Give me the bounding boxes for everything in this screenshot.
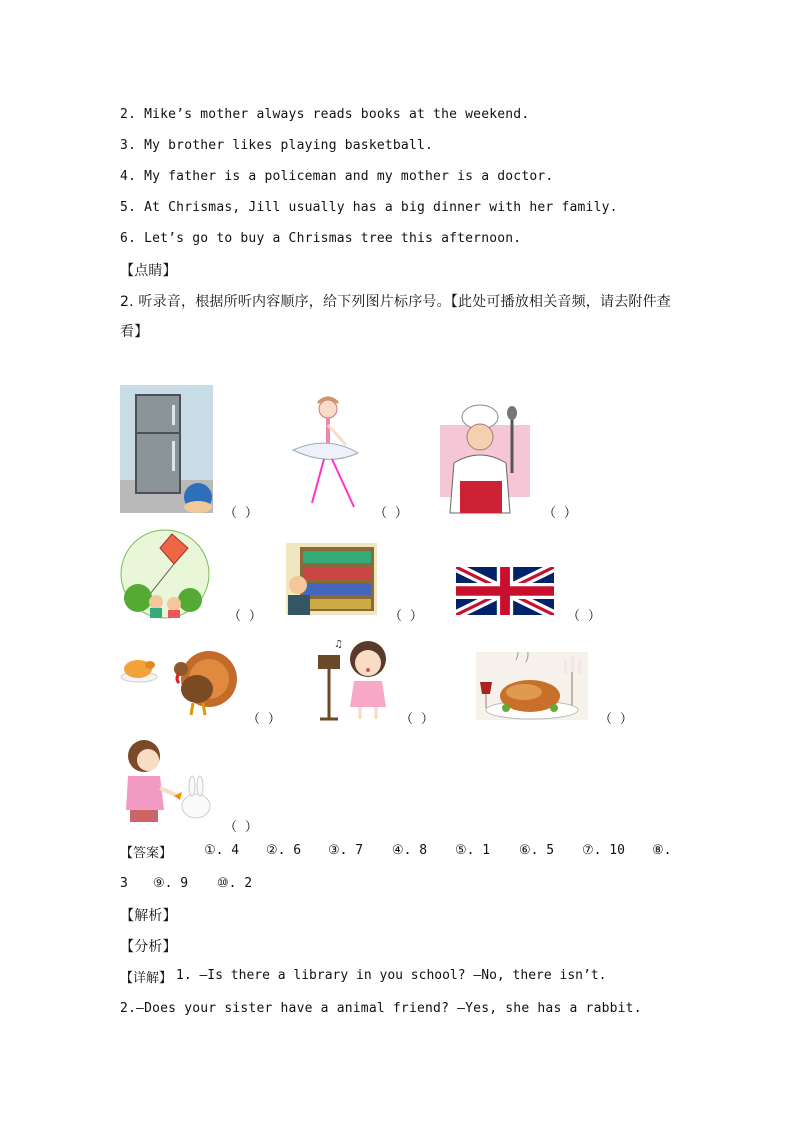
- fridge-icon: [120, 385, 213, 513]
- kite-flying-icon: [120, 528, 210, 620]
- answer-item: ⑧.: [652, 843, 672, 858]
- section-fenxi: 【分析】: [120, 939, 177, 955]
- answer-item: ⑨. 9: [153, 876, 189, 891]
- answer-item: 3: [120, 876, 128, 891]
- answer-item: ⑥. 5: [519, 843, 555, 858]
- answer-paren-5[interactable]: （ ）: [389, 609, 423, 624]
- answer-item: ⑦. 10: [582, 843, 625, 858]
- answer-item: ⑩. 2: [217, 876, 253, 891]
- section-dianjing: 【点睛】: [120, 263, 177, 279]
- answer-item: ⑤. 1: [455, 843, 491, 858]
- answer-item: ④. 8: [392, 843, 428, 858]
- girl-rabbit-icon: [120, 740, 214, 826]
- detail-line-1: 1. —Is there a library in you school? —No, there isn’t.: [176, 968, 607, 983]
- answer-paren-3[interactable]: （ ）: [543, 506, 577, 521]
- roast-chicken-icon: [120, 657, 158, 683]
- answer-paren-10[interactable]: （ ）: [224, 820, 258, 835]
- question-line-2: 看】: [120, 324, 149, 340]
- chef-icon: [440, 403, 530, 515]
- answer-paren-9[interactable]: （ ）: [599, 712, 633, 727]
- uk-flag-icon: [456, 567, 554, 615]
- answer-paren-7[interactable]: （ ）: [247, 712, 281, 727]
- sentence-2: 2. Mike’s mother always reads books at the weekend.: [120, 107, 530, 122]
- question-line-1: 2. 听录音，根据所听内容顺序，给下列图片标序号。【此处可播放相关音频，请去附件查: [120, 294, 672, 310]
- sentence-6: 6. Let’s go to buy a Chrismas tree this afternoon.: [120, 231, 522, 246]
- sentence-5: 5. At Chrisma⁠s, Jill usually has a big dinner with her family.: [120, 200, 618, 215]
- answer-item: ②. 6: [266, 843, 302, 858]
- answer-paren-6[interactable]: （ ）: [567, 609, 601, 624]
- answer-paren-8[interactable]: （ ）: [400, 712, 434, 727]
- detail-label: 【详解】: [120, 971, 173, 986]
- answer-paren-2[interactable]: （ ）: [374, 506, 408, 521]
- answer-label: 【答案】: [120, 846, 173, 861]
- sentence-3: 3. My brother likes playing basketball.: [120, 138, 434, 153]
- singing-girl-icon: [314, 637, 392, 721]
- answer-item: ①. 4: [204, 843, 240, 858]
- answer-item: ③. 7: [328, 843, 364, 858]
- answer-paren-1[interactable]: （ ）: [224, 506, 258, 521]
- roast-dinner-icon: [476, 652, 588, 720]
- ballerina-icon: [288, 395, 360, 513]
- sentence-4: 4. My father is a policeman and my mother is a doctor.: [120, 169, 554, 184]
- turkey-icon: [167, 647, 239, 717]
- answer-paren-4[interactable]: （ ）: [228, 609, 262, 624]
- library-icon: [286, 543, 377, 615]
- section-jiexi: 【解析】: [120, 908, 177, 924]
- svg-text:♫: ♫: [334, 639, 343, 650]
- detail-line-2: 2.—Does your sister have a animal friend? —Yes, she has a rabbit.: [120, 1001, 642, 1016]
